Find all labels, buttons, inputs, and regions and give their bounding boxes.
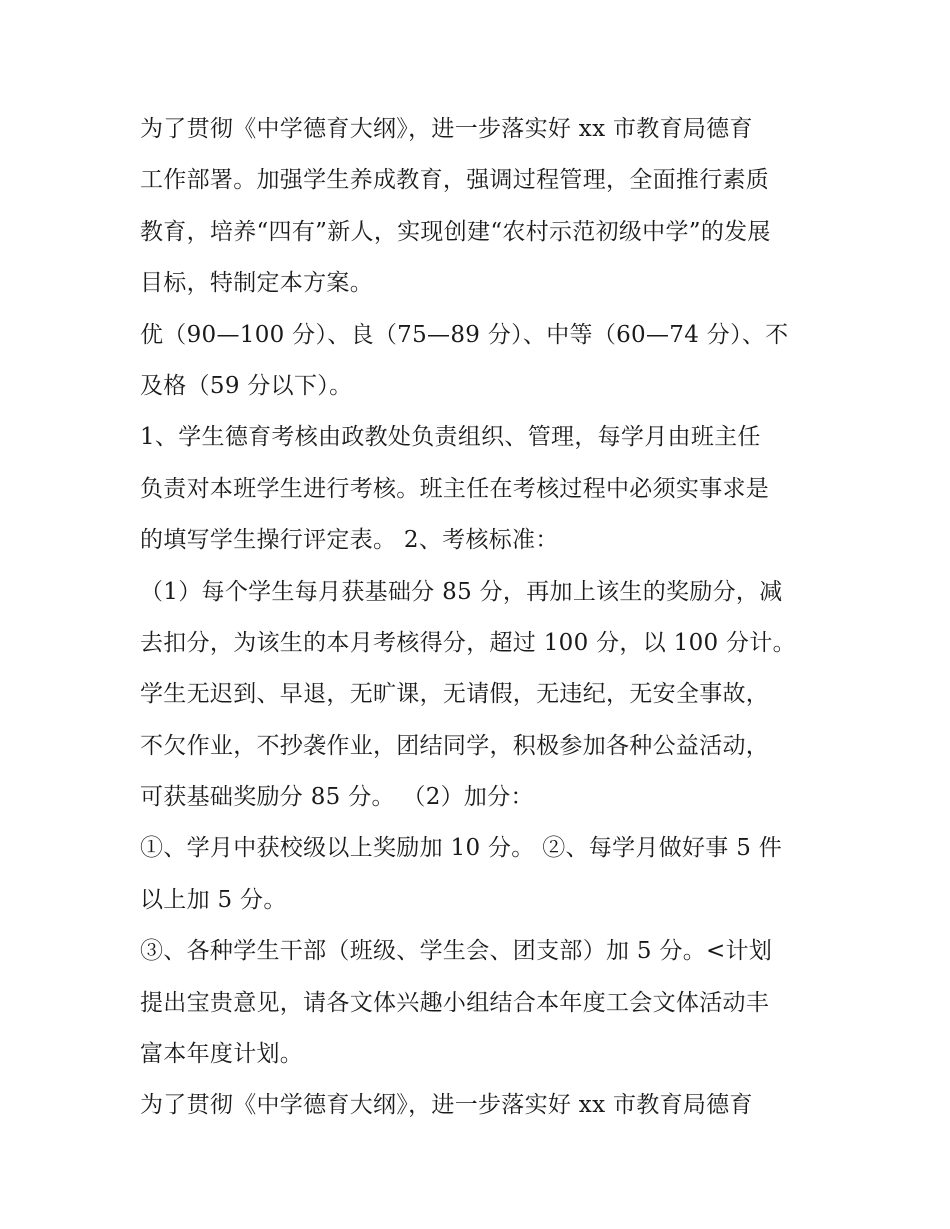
text-line: 目标，特制定本方案。	[140, 270, 373, 297]
text-line: 可获基础奖励分 85 分。 （2）加分：	[140, 784, 534, 811]
text-line: 的填写学生操行评定表。 2、考核标准：	[140, 527, 559, 554]
text-line: 学生无迟到、早退，无旷课，无请假，无违纪，无安全事故，	[140, 681, 770, 708]
text-line: 为了贯彻《中学德育大纲》，进一步落实好 xx 市教育局德育	[140, 1092, 753, 1119]
document-body	[140, 104, 820, 1132]
text-line: 1、学生德育考核由政教处负责组织、管理，每学月由班主任	[140, 424, 761, 451]
text-line: ①、学月中获校级以上奖励加 10 分。 ②、每学月做好事 5 件	[140, 835, 783, 862]
text-line: 以上加 5 分。	[140, 886, 287, 913]
text-line: 富本年度计划。	[140, 1041, 304, 1068]
text-line: 不欠作业，不抄袭作业，团结同学，积极参加各种公益活动，	[140, 732, 770, 759]
text-line: 优（90—100 分）、良（75—89 分）、中等（60—74 分）、不	[140, 321, 789, 348]
text-line: 为了贯彻《中学德育大纲》，进一步落实好 xx 市教育局德育	[140, 116, 753, 142]
text-line: 去扣分，为该生的本月考核得分，超过 100 分，以 100 分计。	[140, 629, 796, 656]
text-line: 提出宝贵意见，请各文体兴趣小组结合本年度工会文体活动丰	[140, 989, 770, 1016]
text-line: 及格（59 分以下）。	[140, 372, 353, 399]
text-line: （1）每个学生每月获基础分 85 分，再加上该生的奖励分，减	[140, 578, 783, 605]
text-line: 教育，培养“四有”新人，实现创建“农村示范初级中学”的发展	[140, 218, 771, 245]
text-line: 负责对本班学生进行考核。班主任在考核过程中必须实事求是	[140, 475, 770, 502]
text-line: ③、各种学生干部（班级、学生会、团支部）加 5 分。<计划	[140, 938, 773, 965]
text-line: 工作部署。加强学生养成教育，强调过程管理，全面推行素质	[140, 167, 770, 194]
